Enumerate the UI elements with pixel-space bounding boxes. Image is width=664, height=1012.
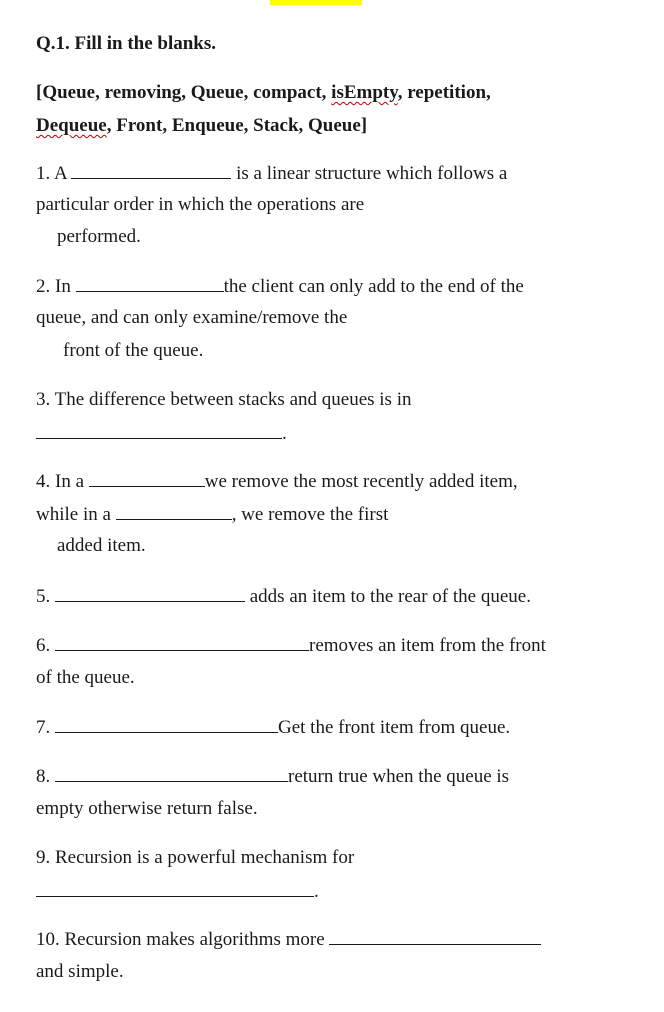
highlight-mark bbox=[270, 0, 362, 5]
blank-3 bbox=[36, 422, 282, 439]
question-2-line-1 bbox=[36, 275, 524, 298]
word-bank-line-1 bbox=[36, 82, 491, 104]
question-4-label: 4. In a bbox=[36, 471, 85, 492]
question-6-line-2: of the queue. bbox=[36, 667, 135, 688]
question-6-label: 6. bbox=[36, 635, 51, 656]
question-3-line-1: 3. The difference between stacks and queues is in bbox=[36, 389, 412, 410]
question-5-text: adds an item to the rear of the queue. bbox=[249, 586, 531, 607]
word-bank-line-2 bbox=[36, 115, 367, 137]
blank-4b bbox=[116, 503, 232, 520]
question-4-line-2 bbox=[36, 503, 388, 526]
question-8-line-2: empty otherwise return false. bbox=[36, 798, 258, 819]
question-7-label: 7. bbox=[36, 717, 51, 738]
word-bank-isempty: isEmpty bbox=[331, 82, 398, 103]
question-8-line-1 bbox=[36, 765, 509, 788]
word-bank-dequeue: Dequeue bbox=[36, 115, 107, 136]
blank-10 bbox=[329, 928, 541, 945]
question-1-text: is a linear structure which follows a bbox=[236, 163, 508, 184]
question-3-period: . bbox=[282, 423, 287, 444]
question-1-label: 1. A bbox=[36, 163, 67, 184]
question-4-line-1 bbox=[36, 470, 518, 493]
question-1-line-3: performed. bbox=[57, 226, 141, 247]
question-1-line-2: particular order in which the operations are bbox=[36, 194, 365, 215]
question-heading: Q.1. Fill in the blanks. bbox=[36, 33, 217, 54]
blank-1 bbox=[71, 162, 231, 179]
question-7-line-1 bbox=[36, 716, 510, 739]
question-9-line-1: 9. Recursion is a powerful mechanism for bbox=[36, 847, 355, 868]
blank-5 bbox=[55, 585, 245, 602]
question-3-line-2 bbox=[36, 422, 287, 445]
blank-4a bbox=[89, 470, 205, 487]
question-2-line-3: front of the queue. bbox=[63, 340, 204, 361]
question-9-line-2 bbox=[36, 880, 319, 903]
question-2-text: the client can only add to the end of the bbox=[223, 276, 524, 297]
question-10-text: 10. Recursion makes algorithms more bbox=[36, 929, 325, 950]
question-2-line-2: queue, and can only examine/remove the bbox=[36, 307, 348, 328]
question-1-line-1 bbox=[36, 162, 507, 185]
blank-8 bbox=[55, 765, 288, 782]
question-8-label: 8. bbox=[36, 766, 51, 787]
question-4-text-3: , we remove the first bbox=[231, 504, 389, 525]
question-4-text-1: we remove the most recently added item, bbox=[204, 471, 518, 492]
question-10-line-1 bbox=[36, 928, 541, 951]
word-bank-part-3: , repetition, bbox=[397, 82, 491, 103]
question-6-line-1 bbox=[36, 634, 546, 657]
word-bank-open: [ bbox=[36, 82, 43, 103]
question-4-line-3: added item. bbox=[57, 535, 146, 556]
question-2-label: 2. In bbox=[36, 276, 71, 297]
blank-6 bbox=[55, 634, 309, 651]
blank-2 bbox=[76, 275, 224, 292]
question-7-text: Get the front item from queue. bbox=[278, 717, 511, 738]
question-10-line-2: and simple. bbox=[36, 961, 124, 982]
word-bank-part-1: Queue, removing, Queue, compact, bbox=[42, 82, 327, 103]
word-bank-part-5: , Front, Enqueue, Stack, Queue] bbox=[106, 115, 368, 136]
blank-9 bbox=[36, 880, 314, 897]
question-4-text-2: while in a bbox=[36, 504, 111, 525]
question-6-text: removes an item from the front bbox=[309, 635, 546, 656]
question-9-period: . bbox=[314, 881, 319, 902]
question-5-line-1 bbox=[36, 585, 531, 608]
question-8-text: return true when the queue is bbox=[288, 766, 510, 787]
blank-7 bbox=[55, 716, 278, 733]
question-5-label: 5. bbox=[36, 586, 51, 607]
